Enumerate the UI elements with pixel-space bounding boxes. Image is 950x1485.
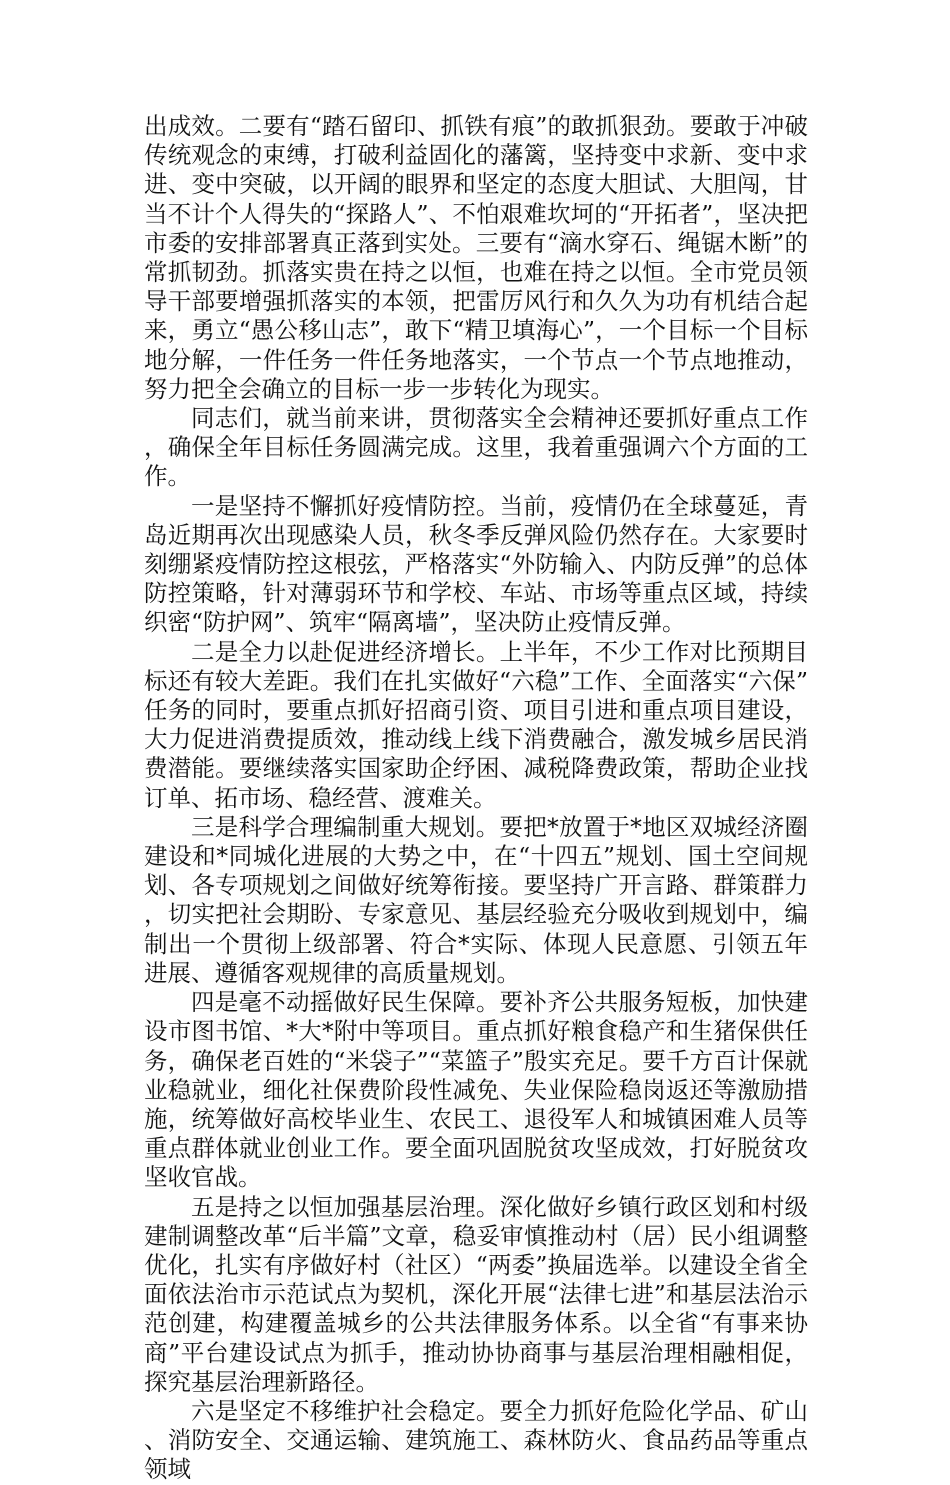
- paragraph-8: 六是坚定不移维护社会稳定。要全力抓好危险化学品、矿山、消防安全、交通运输、建筑施工、森林防火、食品药品等重点领域: [144, 1396, 808, 1484]
- paragraph-5: 三是科学合理编制重大规划。要把*放置于*地区双城经济圈建设和*同城化进展的大势之中，在“十四五”规划、国土空间规划、各专项规划之间做好统筹衔接。要坚持广开言路、群策群力，切实把社会期盼、专家意见、基层经验充分吸收到规划中，编制出一个贯彻上级部署、符合*实际、体现人民意愿、引领五年进展、遵循客观规律的高质量规划。: [144, 812, 808, 987]
- paragraph-7: 五是持之以恒加强基层治理。深化做好乡镇行政区划和村级建制调整改革“后半篇”文章，稳妥审慎推动村（居）民小组调整优化，扎实有序做好村（社区）“两委”换届选举。以建设全省全面依法治市示范试点为契机，深化开展“法律七进”和基层法治示范创建，构建覆盖城乡的公共法律服务体系。以全省“有事来协商”平台建设试点为抓手，推动协协商事与基层治理相融相促，探究基层治理新路径。: [144, 1192, 808, 1396]
- paragraph-6: 四是毫不动摇做好民生保障。要补齐公共服务短板，加快建设市图书馆、*大*附中等项目。重点抓好粮食稳产和生猪保供任务，确保老百姓的“米袋子”“菜篮子”殷实充足。要千方百计保就业稳就业，细化社保费阶段性减免、失业保险稳岗返还等激励措施，统筹做好高校毕业生、农民工、退役军人和城镇困难人员等重点群体就业创业工作。要全面巩固脱贫攻坚成效，打好脱贫攻坚收官战。: [144, 988, 808, 1192]
- document-page: [144, 112, 808, 1485]
- paragraph-4: 二是全力以赴促进经济增长。上半年，不少工作对比预期目标还有较大差距。我们在扎实做好“六稳”工作、全面落实“六保”任务的同时，要重点抓好招商引资、项目引进和重点项目建设，大力促进消费提质效，推动线上线下消费融合，激发城乡居民消费潜能。要继续落实国家助企纾困、减税降费政策，帮助企业找订单、拓市场、稳经营、渡难关。: [144, 637, 808, 812]
- paragraph-1: 出成效。二要有“踏石留印、抓铁有痕”的敢抓狠劲。要敢于冲破传统观念的束缚，打破利益固化的藩篱，坚持变中求新、变中求进、变中突破，以开阔的眼界和坚定的态度大胆试、大胆闯，甘当不计个人得失的“探路人”、不怕艰难坎坷的“开拓者”，坚决把市委的安排部署真正落到实处。三要有“滴水穿石、绳锯木断”的常抓韧劲。抓落实贵在持之以恒，也难在持之以恒。全市党员领导干部要增强抓落实的本领，把雷厉风行和久久为功有机结合起来，勇立“愚公移山志”，敢下“精卫填海心”，一个目标一个目标地分解，一件任务一件任务地落实，一个节点一个节点地推动，努力把全会确立的目标一步一步转化为现实。: [144, 112, 808, 403]
- paragraph-3: 一是坚持不懈抓好疫情防控。当前，疫情仍在全球蔓延，青岛近期再次出现感染人员，秋冬季反弹风险仍然存在。大家要时刻绷紧疫情防控这根弦，严格落实“外防输入、内防反弹”的总体防控策略，针对薄弱环节和学校、车站、市场等重点区域，持续织密“防护网”、筑牢“隔离墙”，坚决防止疫情反弹。: [144, 491, 808, 637]
- paragraph-2: 同志们，就当前来讲，贯彻落实全会精神还要抓好重点工作，确保全年目标任务圆满完成。这里，我着重强调六个方面的工作。: [144, 404, 808, 491]
